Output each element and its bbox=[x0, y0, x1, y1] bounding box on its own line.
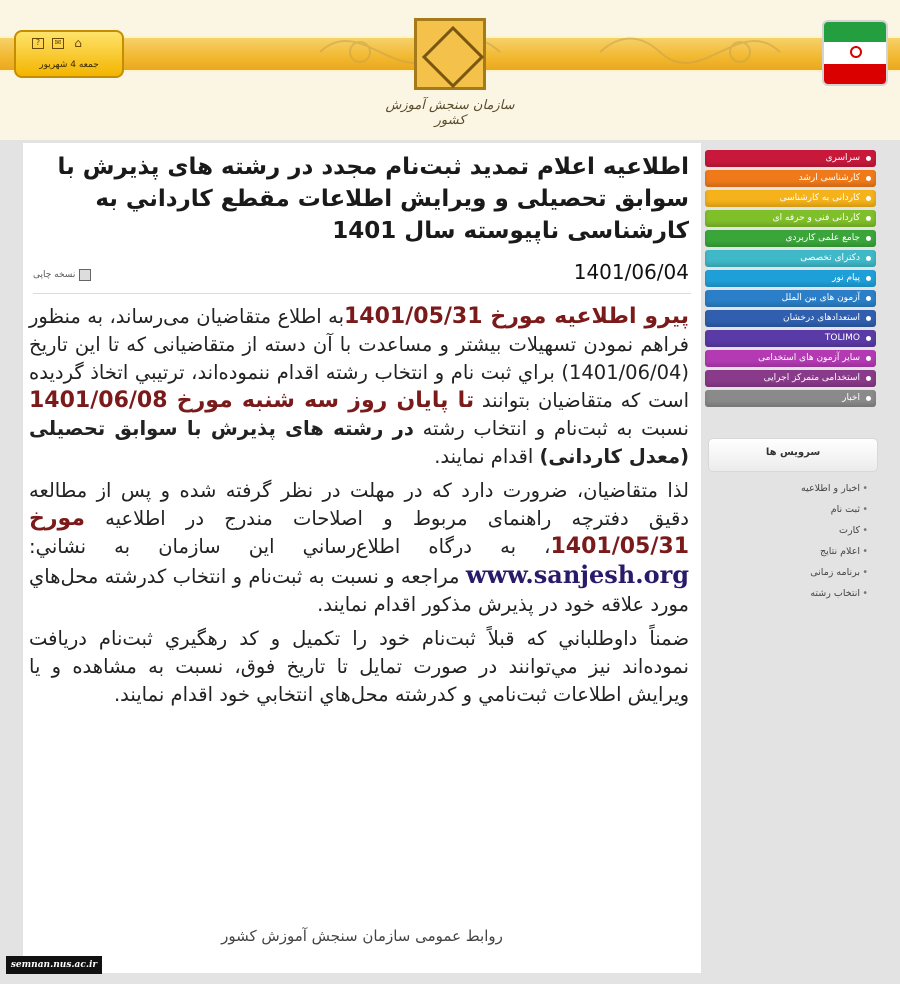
service-link[interactable]: • کارت bbox=[708, 520, 868, 541]
article-title: اطلاعيه اعلام تمديد ثبت‌نام مجدد در رشته های پذيرش با سوابق تحصيلی و ويرايش اطلاعات مقطع كارداني به كارشناسی ناپيوسته سال 1401 bbox=[57, 154, 689, 244]
site-header bbox=[0, 0, 900, 140]
p1-text: به اطلاع متقاضيان می‌رساند، به منظور فراهم نمودن تسهيلات بيشتر و مساعدت با آن دسته از متقاضيانی كه تا اين تاريخ (1401/06/04) براي ثبت نام و انتخاب رشته اقدام ننموده‌اند، ترتيبي اتخاذ گرديده است كه متقاضيان بتوانند bbox=[29, 305, 689, 412]
sanjesh-link[interactable]: www.sanjesh.org bbox=[465, 560, 689, 589]
paragraph-1 bbox=[29, 303, 689, 471]
service-link[interactable]: • ثبت نام bbox=[708, 499, 868, 520]
print-button[interactable] bbox=[33, 269, 91, 281]
sanjesh-logo[interactable] bbox=[414, 18, 486, 90]
sidebar-item[interactable]: دکترای تخصصی bbox=[705, 250, 876, 267]
services-box bbox=[708, 438, 878, 472]
home-icon[interactable]: ⌂ bbox=[74, 36, 82, 50]
p2-end: مراجعه و نسبت به ثبت‌نام و انتخاب كدرشته محل‌هاي مورد علاقه خود در پذيرش مذكور اقدام نمايند. bbox=[29, 565, 689, 616]
sidebar-item[interactable]: سراسری bbox=[705, 150, 876, 167]
mail-icon[interactable]: ✉ bbox=[52, 38, 64, 49]
sidebar-item[interactable]: آزمون های بین الملل bbox=[705, 290, 876, 307]
sidebar-item[interactable]: استعدادهای درخشان bbox=[705, 310, 876, 327]
p1-end: اقدام نمايند. bbox=[434, 445, 540, 468]
services-list bbox=[708, 478, 868, 604]
org-name: سازمان سنجش آموزش کشور bbox=[385, 98, 515, 128]
sidebar-item[interactable]: TOLIMO bbox=[705, 330, 876, 347]
p2-text: لذا متقاضيان، ضرورت دارد كه در مهلت در نظر گرفته شده و پس از مطالعه دقيق دفترچه راهنمای مربوط و اصلاحات مندرج در اطلاعيه bbox=[29, 479, 689, 530]
p2-text2: ، به درگاه اطلاع‌رساني اين سازمان به نشاني: bbox=[29, 535, 551, 558]
service-link[interactable]: • اخبار و اطلاعیه bbox=[708, 478, 868, 499]
divider bbox=[33, 293, 691, 294]
sidebar-menu bbox=[705, 150, 876, 410]
p1-bold: در رشته های پذيرش با سوابق تحصيلی (معدل كاردانی) bbox=[29, 417, 689, 468]
sidebar-item[interactable]: کارشناسی ارشد bbox=[705, 170, 876, 187]
printer-icon bbox=[79, 269, 91, 281]
p2-date: مورخ 1401/05/31 bbox=[29, 506, 689, 559]
service-link[interactable]: • برنامه زمانی bbox=[708, 562, 868, 583]
services-title: سرویس ها bbox=[765, 447, 821, 458]
sidebar-item[interactable]: جامع علمی کاربردی bbox=[705, 230, 876, 247]
p1-text2: نسبت به ثبت‌نام و انتخاب رشته bbox=[413, 417, 689, 440]
paragraph-2 bbox=[29, 477, 689, 619]
article-body bbox=[29, 303, 689, 715]
article-card bbox=[23, 143, 701, 973]
p1-date: 1401/05/31 bbox=[344, 304, 483, 329]
p1-deadline: تا پايان روز سه شنبه مورخ 1401/06/08 bbox=[29, 388, 475, 413]
iran-flag-icon bbox=[822, 20, 888, 86]
service-link[interactable]: • اعلام نتایج bbox=[708, 541, 868, 562]
paragraph-3: ضمناً داوطلباني كه قبلاً ثبت‌نام خود را تكميل و كد رهگيري ثبت‌نام دريافت نموده‌اند نيز مي‌توانند در صورت تمايل تا تاريخ فوق، نسبت به مشاهده و يا ويرايش اطلاعات ثبت‌نامي و كدرشته محل‌هاي انتخابي خود اقدام نمايند. bbox=[29, 627, 689, 706]
current-date: جمعه 4 شهریور bbox=[39, 60, 99, 70]
p1-lead: پيرو اطلاعيه مورخ bbox=[482, 304, 689, 329]
sidebar-item[interactable]: کاردانی فنی و حرفه ای bbox=[705, 210, 876, 227]
date-box bbox=[14, 30, 124, 78]
print-label: نسخه چاپی bbox=[33, 270, 76, 280]
sidebar-item[interactable]: استخدامی متمرکز اجرایی bbox=[705, 370, 876, 387]
ornament-right bbox=[500, 14, 800, 90]
sidebar-item[interactable]: کاردانی به کارشناسی bbox=[705, 190, 876, 207]
sidebar-item[interactable]: پیام نور bbox=[705, 270, 876, 287]
watermark: semnan.nus.ac.ir bbox=[6, 956, 102, 974]
article-date: 1401/06/04 bbox=[573, 260, 689, 284]
sidebar-item[interactable]: سایر آزمون های استخدامی bbox=[705, 350, 876, 367]
signature: روابط عمومی سازمان سنجش آموزش كشور bbox=[221, 927, 503, 945]
service-link[interactable]: • انتخاب رشته bbox=[708, 583, 868, 604]
sidebar-item[interactable]: اخبار bbox=[705, 390, 876, 407]
help-icon[interactable]: ? bbox=[32, 38, 44, 49]
